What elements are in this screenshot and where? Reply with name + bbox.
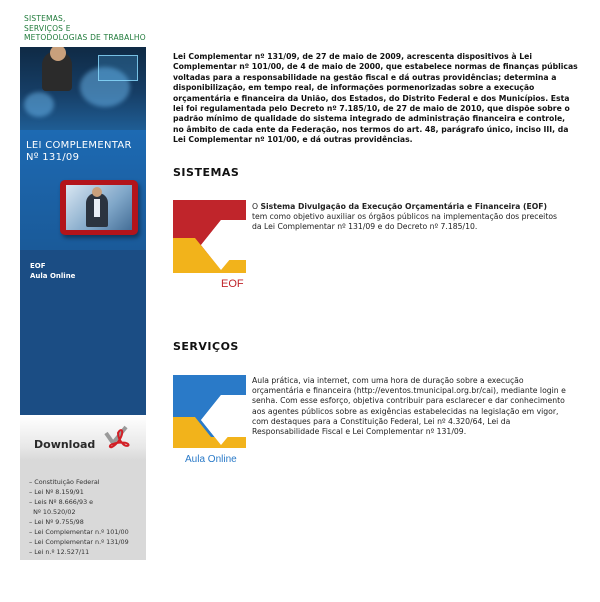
legislation-link[interactable]: Nº 10.520/02 [29,508,76,516]
sidebar-hero-image [20,47,146,130]
eof-logo-text: EOF [221,278,244,290]
eof-description-prefix: O [252,202,261,211]
legislation-link[interactable]: – Lei Complementar n.º 101/00 [29,528,129,536]
tablet-illustration [60,180,138,235]
sidebar [20,47,146,560]
legislation-link[interactable]: – Lei Nº 8.159/91 [29,488,84,496]
site-title-line-2: SERVIÇOS E [24,23,71,33]
aula-online-description: Aula prática, via internet, com uma hora de duração sobre a execução orçamentária e financeira (http://eventos.tmunicipal.org.br/cai), mediante login e senha. Com esse esforço, objetiva contribuir para esclarecer e dar conhecimento aos agentes públicos sobre as exigências estabelecidas na legislação em vigor, com destaques para a Constituição Federal, Lei nº 4.320/64, Lei da Responsabilidade Fiscal e Lei Complementar nº 131/09. [252,376,566,437]
intro-paragraph: Lei Complementar nº 131/09, de 27 de maio de 2009, acrescenta dispositivos à Lei Complementar nº 101/00, de 4 de maio de 2000, que estabelece normas de finanças públicas voltadas para a responsabilidade na gestão fiscal e dá outras providências; determina a disponibilização, em tempo real, de informações pormenorizadas sobre a execução orçamentária e financeira da União, dos Estados, do Distrito Federal e dos Municípios. Esta lei foi regulamentada pelo Decreto nº 7.185/10, de 27 de maio de 2010, que dispõe sobre o padrão mínimo de qualidade do sistema integrado de administração financeira e controle, no âmbito de cada ente da Federação, nos termos do art. 48, parágrafo único, inciso III, da Lei Complementar nº 101/00, e dá outras providências. [173,52,578,145]
sidebar-link-aula-online[interactable]: Aula Online [30,272,76,280]
sidebar-nav-links [30,261,75,281]
banner-title-line-1: LEI COMPLEMENTAR [26,140,132,151]
eof-description [252,202,562,233]
eof-system-name: Sistema Divulgação da Execução Orçamentária e Financeira (EOF) [260,202,548,211]
aula-logo-text: Aula Online [185,454,237,465]
sidebar-link-eof[interactable]: EOF [30,262,46,270]
legislation-link[interactable]: – Constituição Federal [29,478,100,486]
lei-complementar-banner[interactable] [20,130,146,250]
banner-title [26,140,144,164]
eof-description-rest: tem como objetivo auxiliar os órgãos públicos na implementação dos preceitos da Lei Complementar nº 131/09 e do Decreto nº 7.185/10. [252,212,558,232]
servicos-heading: SERVIÇOS [173,340,239,353]
site-title-line-3: METODOLOGIAS DE TRABALHO [24,33,146,42]
download-label: Download [34,438,96,451]
pdf-download-icon[interactable] [104,425,132,453]
legislation-link[interactable]: – Lei Complementar n.º 131/09 [29,538,129,546]
legislation-links [20,460,146,560]
banner-title-line-2: Nº 131/09 [26,152,80,163]
site-title-line-1: SISTEMAS, [24,14,66,23]
legislation-link[interactable]: – Lei Nº 9.755/98 [29,518,84,526]
eof-logo[interactable] [173,200,246,290]
legislation-link[interactable]: – Lei n.º 12.527/11 [29,548,90,556]
download-section [20,415,146,460]
aula-online-logo[interactable] [173,375,251,465]
sidebar-nav [20,250,146,415]
sistemas-heading: SISTEMAS [173,166,240,179]
legislation-link[interactable]: – Leis Nº 8.666/93 e [29,498,94,506]
site-title [24,14,154,43]
